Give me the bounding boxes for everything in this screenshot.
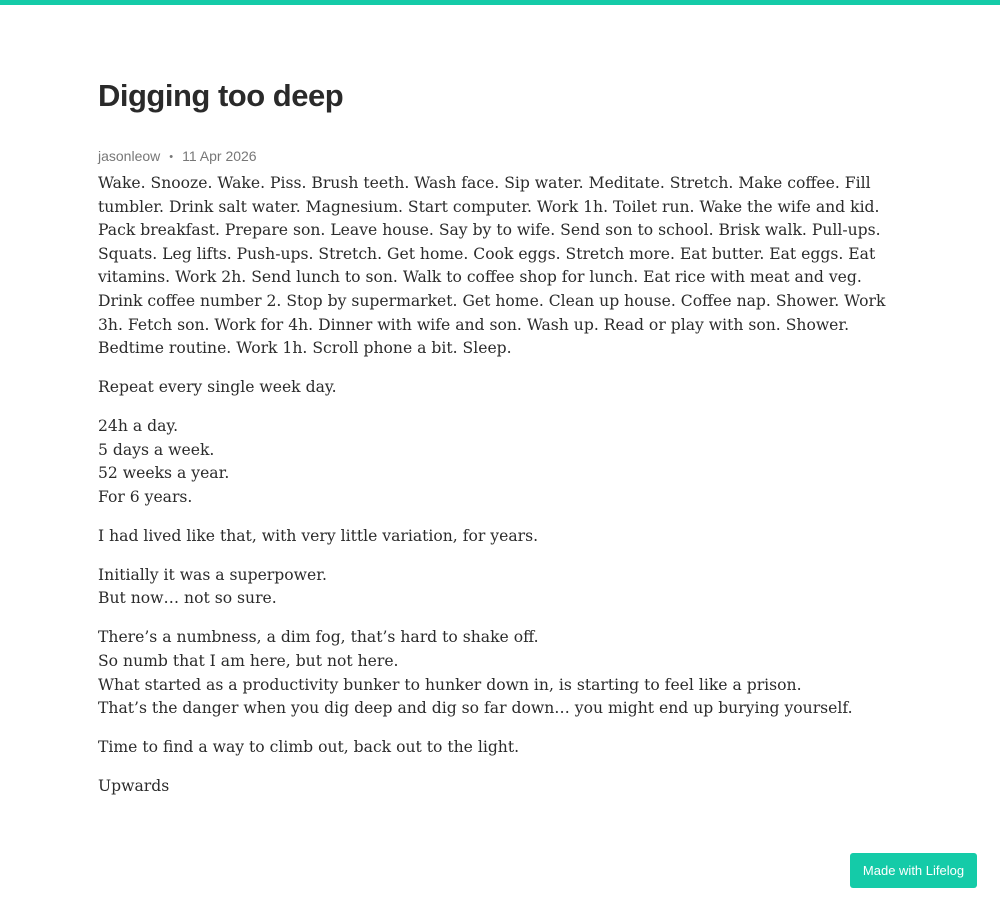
top-accent-bar (0, 0, 1000, 5)
post-paragraph (98, 564, 898, 611)
paragraph-line: Upwards (98, 777, 170, 796)
paragraph-line: So numb that I am here, but not here. (98, 652, 399, 671)
paragraph-line: Time to find a way to climb out, back out to the light. (98, 738, 520, 757)
paragraph-line: I had lived like that, with very little variation, for years. (98, 526, 539, 545)
post-paragraph (98, 736, 890, 760)
post-date: 11 Apr 2026 (182, 148, 257, 164)
paragraph-line: 52 weeks a year. (98, 464, 230, 483)
made-with-lifelog-button[interactable]: Made with Lifelog (850, 853, 977, 888)
paragraph-line: There’s a numbness, a dim fog, that’s hard to shake off. (98, 628, 539, 647)
paragraph-line: What started as a productivity bunker to hunker down in, is starting to feel like a prison. (98, 675, 802, 694)
paragraph-line: 5 days a week. (98, 440, 215, 459)
post-body (98, 172, 898, 814)
post-meta (98, 147, 257, 166)
post-paragraph (98, 775, 890, 799)
paragraph-line: That’s the danger when you dig deep and dig so far down… you might end up burying yourself. (98, 699, 853, 718)
meta-separator: • (169, 151, 174, 163)
post-title: Digging too deep (98, 78, 344, 113)
paragraph-line: 24h a day. (98, 417, 179, 436)
paragraph-line: Initially it was a superpower. (98, 565, 327, 584)
paragraph-line: Repeat every single week day. (98, 378, 337, 397)
paragraph-line: But now… not so sure. (98, 589, 277, 608)
post-paragraph (98, 172, 890, 361)
post-paragraph (98, 376, 890, 400)
paragraph-line: For 6 years. (98, 487, 193, 506)
post-paragraph (98, 525, 890, 549)
post-author[interactable]: jasonleow (98, 148, 161, 164)
post-paragraph (98, 415, 898, 509)
post-paragraph (98, 626, 898, 720)
paragraph-line: Wake. Snooze. Wake. Piss. Brush teeth. Wash face. Sip water. Meditate. Stretch. Make coffee. Fill tumbler. Drink salt water. Magnesium. Start computer. Work 1h. Toilet run. Wake the wife and kid. Pack breakfast. Prepare son. Leave house. Say by to wife. Send son to school. Brisk walk. Pull-ups. Squats. Leg lifts. Push-ups. Stretch. Get home. Cook eggs. Stretch more. Eat butter. Eat eggs. Eat vitamins. Work 2h. Send lunch to son. Walk to coffee shop for lunch. Eat rice with meat and veg. Drink coffee number 2. Stop by supermarket. Get home. Clean up house. Coffee nap. Shower. Work 3h. Fetch son. Work for 4h. Dinner with wife and son. Wash up. Read or play with son. Shower. Bedtime routine. Work 1h. Scroll phone a bit. Sleep. (98, 174, 886, 358)
